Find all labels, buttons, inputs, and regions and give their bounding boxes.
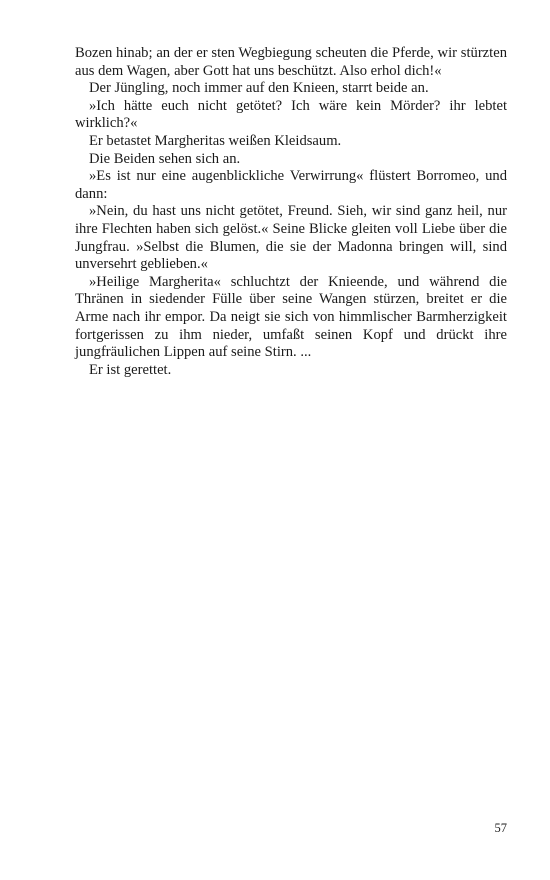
paragraph: Die Beiden sehen sich an.	[89, 150, 241, 167]
body-text	[75, 45, 507, 379]
paragraph: Der Jüngling, noch immer auf den Knieen, starrt beide an.	[89, 80, 429, 97]
page-number: 57	[494, 821, 507, 835]
paragraph: Bozen hinab; an der er sten Wegbiegung scheuten die Pferde, wir stürzten aus dem Wagen, aber Gott hat uns beschützt. Also erhol dich!«	[75, 45, 507, 79]
paragraph: »Ich hätte euch nicht getötet? Ich wäre kein Mörder? ihr lebtet wirklich?«	[75, 97, 507, 132]
paragraph: »Nein, du hast uns nicht getötet, Freund. Sieh, wir sind ganz heil, nur ihre Flechten haben sich gelöst.« Seine Blicke gleiten voll Liebe über die Jungfrau. »Selbst die Blumen, die sie der Madonna bringen will, sind unversehrt geblieben.«	[75, 203, 507, 273]
paragraph: »Heilige Margherita« schluchtzt der Knieende, und während die Thränen in siedender Fülle über seine Wangen stürzen, breitet er die Arme nach ihr empor. Da neigt sie sich von himmlischer Barmherzigkeit fortgerissen zu ihm nieder, umfaßt seinen Kopf und drückt ihre jungfräulichen Lippen auf seine Stirn. ...	[75, 273, 507, 361]
paragraph: Er ist gerettet.	[89, 361, 172, 378]
paragraph: »Es ist nur eine augenblickliche Verwirrung« flüstert Borromeo, und dann:	[75, 168, 507, 202]
paragraph: Er betastet Margheritas weißen Kleidsaum.	[89, 132, 342, 149]
